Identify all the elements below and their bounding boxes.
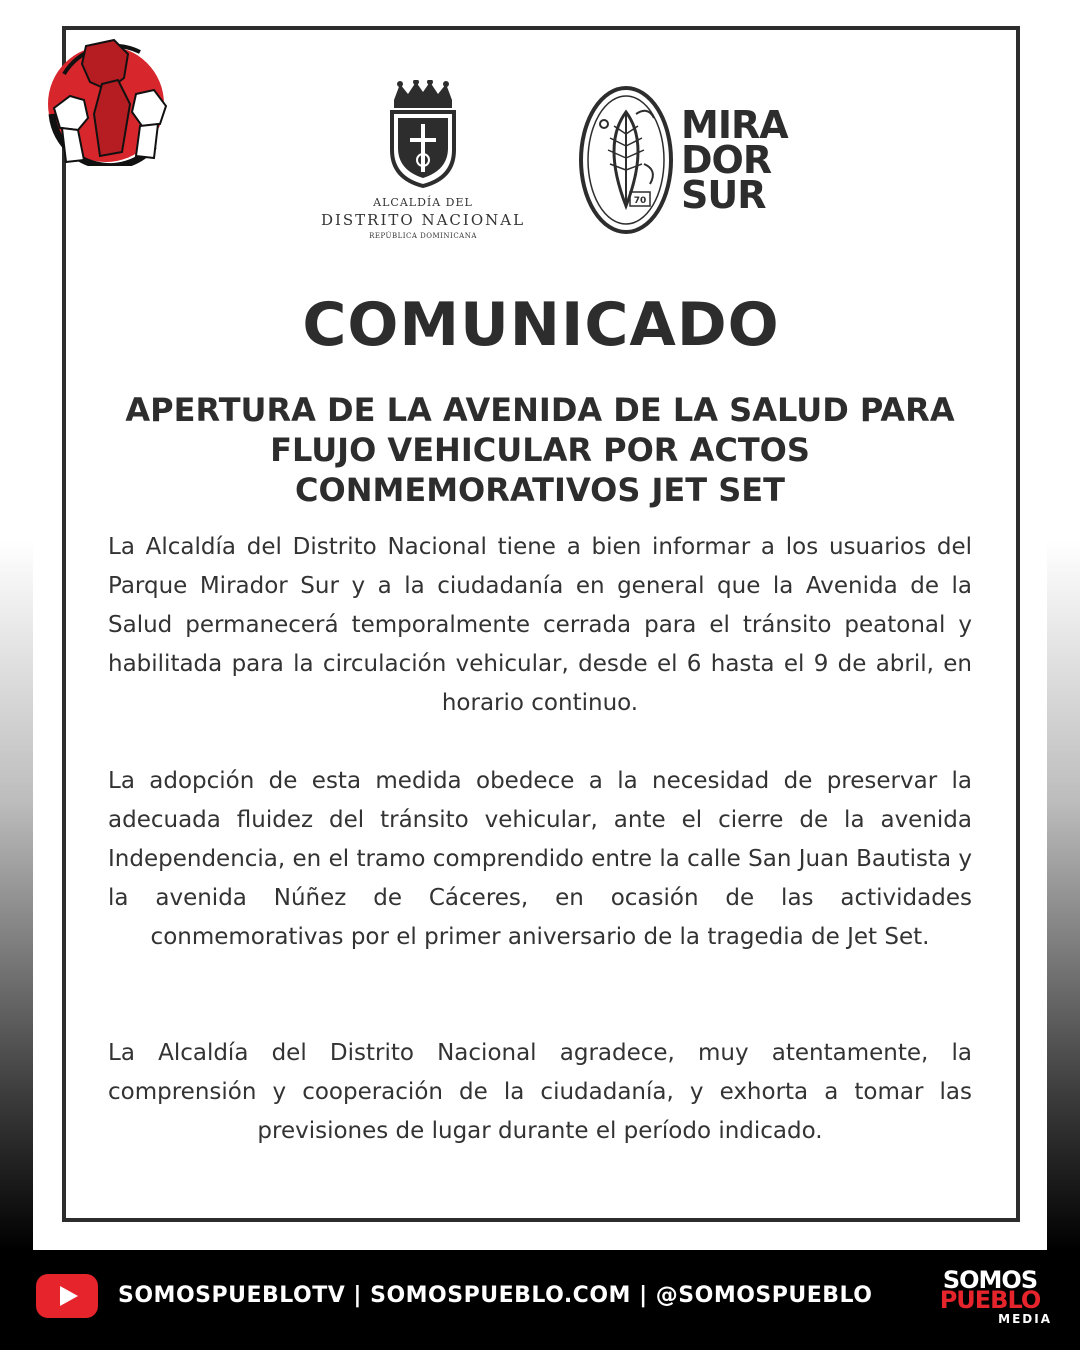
- youtube-icon[interactable]: [36, 1274, 98, 1318]
- paragraph-2: La adopción de esta medida obedece a la necesidad de preservar la adecuada fluidez del tránsito vehicular, ante el cierre de la avenida Independencia, en el tramo comprendido entre la calle San Juan Bautista y la avenida Núñez de Cáceres, en ocasión de las actividades conmemorativas por el primer aniversario de la tragedia de Jet Set.: [108, 768, 972, 950]
- emblem-number: 70: [633, 196, 647, 206]
- mirador-wordmark: [681, 103, 788, 217]
- crest-icon: [388, 80, 458, 190]
- alcaldia-wordmark: [318, 196, 528, 240]
- paragraph-1: La Alcaldía del Distrito Nacional tiene a bien informar a los usuarios del Parque Mirador Sur y a la ciudadanía en general que la Avenida de la Salud permanecerá temporalmente cerrada para el tránsito peatonal y habilitada para la circulación vehicular, desde el 6 hasta el 9 de abril, en horario continuo.: [108, 534, 972, 716]
- page-title: COMUNICADO: [302, 290, 780, 360]
- brand-line2: PUEBLO: [939, 1286, 1041, 1314]
- alcaldia-line1: ALCALDÍA DEL: [373, 196, 473, 209]
- alcaldia-line2: DISTRITO NACIONAL: [320, 211, 526, 229]
- brand-line1: SOMOS: [942, 1266, 1038, 1294]
- mirador-line3: SUR: [681, 173, 766, 217]
- paragraph-3: La Alcaldía del Distrito Nacional agradece, muy atentamente, la comprensión y cooperación de la ciudadanía, y exhorta a tomar las previsiones de lugar durante el período indicado.: [108, 1040, 972, 1144]
- mirador-line2: DOR: [681, 138, 772, 182]
- fist-logo-icon: [44, 34, 172, 166]
- alcaldia-line3: REPÚBLICA DOMINICANA: [369, 232, 477, 240]
- brand-logo: [928, 1268, 1052, 1332]
- brand-line3: MEDIA: [998, 1312, 1052, 1326]
- social-handles[interactable]: SOMOSPUEBLOTV | SOMOSPUEBLO.COM | @SOMOSPUEBLO: [118, 1283, 873, 1308]
- mirador-emblem-icon: [578, 84, 674, 236]
- footer-bar: [0, 1250, 1080, 1350]
- notice-subtitle: APERTURA DE LA AVENIDA DE LA SALUD PARA FLUJO VEHICULAR POR ACTOS CONMEMORATIVOS JET SET: [125, 391, 955, 509]
- mirador-line1: MIRA: [681, 103, 788, 147]
